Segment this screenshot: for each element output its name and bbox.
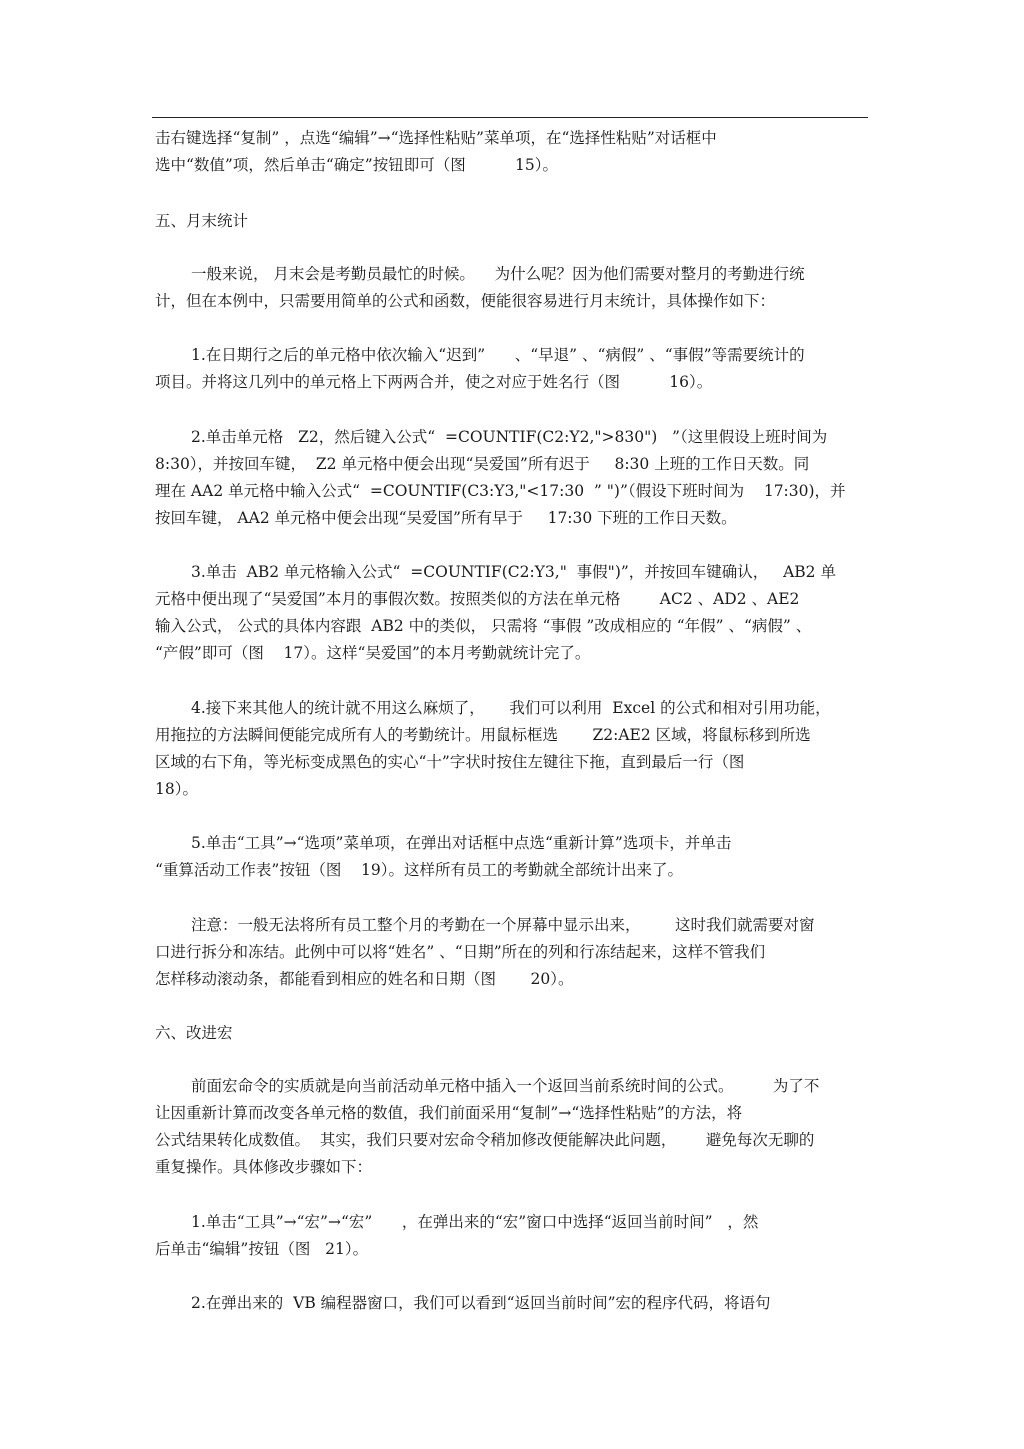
text-line: 18）。	[155, 780, 198, 798]
text-line: 口进行拆分和冻结。此例中可以将“姓名” 、“日期”所在的列和行冻结起来，这样不管我们	[155, 943, 766, 961]
text-line: 8:30），并按回车键， Z2 单元格中便会出现“吴爱国”所有迟于 8:30 上班的工作日天数。同	[155, 455, 810, 473]
text-line: 六、改进宏	[155, 1024, 233, 1042]
text-line: 元格中便出现了“吴爱国”本月的事假次数。按照类似的方法在单元格 AC2 、AD2 、AE2	[155, 590, 800, 608]
text-line: 理在 AA2 单元格中输入公式“ =COUNTIF(C3:Y3,"<17:30 ” ")”（假设下班时间为 17:30)，并	[155, 482, 846, 500]
text-line: 2.在弹出来的 VB 编程器窗口，我们可以看到“返回当前时间”宏的程序代码，将语句	[191, 1294, 771, 1312]
text-line: 让因重新计算而改变各单元格的数值，我们前面采用“复制”→“选择性粘贴”的方法，将	[155, 1104, 743, 1122]
text-line: 项目。并将这几列中的单元格上下两两合并，使之对应于姓名行（图 16）。	[155, 373, 713, 391]
text-line: 1.单击“工具”→“宏”→“宏” ，在弹出来的“宏”窗口中选择“返回当前时间” ，然	[191, 1213, 759, 1231]
text-line: 5.单击“工具”→“选项”菜单项，在弹出对话框中点选“重新计算”选项卡，并单击	[191, 834, 732, 852]
header-rule	[152, 117, 868, 118]
text-line: 怎样移动滚动条，都能看到相应的姓名和日期（图 20）。	[155, 970, 574, 988]
text-line: 按回车键， AA2 单元格中便会出现“吴爱国”所有早于 17:30 下班的工作日天数。	[155, 509, 737, 527]
text-line: “产假”即可（图 17）。这样“吴爱国”的本月考勤就统计完了。	[155, 644, 591, 662]
text-line: 一般来说， 月末会是考勤员最忙的时候。 为什么呢？因为他们需要对整月的考勤进行统	[191, 265, 805, 283]
text-line: 计，但在本例中，只需要用简单的公式和函数，便能很容易进行月末统计，具体操作如下：	[155, 292, 776, 310]
text-line: 4.接下来其他人的统计就不用这么麻烦了， 我们可以利用 Excel 的公式和相对引用功能，	[191, 699, 831, 717]
text-line: “重算活动工作表”按钮（图 19）。这样所有员工的考勤就全部统计出来了。	[155, 861, 684, 879]
text-line: 区域的右下角，等光标变成黑色的实心“十”字状时按住左键往下拖，直到最后一行（图	[155, 753, 745, 771]
text-line: 2.单击单元格 Z2，然后键入公式“ =COUNTIF(C2:Y2,">830") ”（这里假设上班时间为	[191, 428, 828, 446]
text-line: 3.单击 AB2 单元格输入公式“ =COUNTIF(C2:Y3," 事假")”，并按回车键确认， AB2 单	[191, 563, 836, 581]
text-line: 五、月末统计	[155, 212, 249, 230]
text-line: 公式结果转化成数值。 其实，我们只要对宏命令稍加修改便能解决此问题， 避免每次无聊的	[155, 1131, 815, 1149]
text-line: 输入公式， 公式的具体内容跟 AB2 中的类似， 只需将 “事假 ”改成相应的 “年假” 、“病假” 、	[155, 617, 812, 635]
text-line: 选中“数值”项，然后单击“确定”按钮即可（图 15）。	[155, 156, 558, 174]
text-line: 击右键选择“复制” ，点选“编辑”→“选择性粘贴”菜单项，在“选择性粘贴”对话框中	[155, 129, 717, 147]
text-line: 用拖拉的方法瞬间便能完成所有人的考勤统计。用鼠标框选 Z2:AE2 区域，将鼠标移到所选	[155, 726, 811, 744]
text-line: 重复操作。具体修改步骤如下：	[155, 1158, 373, 1176]
text-line: 注意：一般无法将所有员工整个月的考勤在一个屏幕中显示出来， 这时我们就需要对窗	[191, 916, 815, 934]
text-line: 前面宏命令的实质就是向当前活动单元格中插入一个返回当前系统时间的公式。 为了不	[191, 1077, 820, 1095]
text-line: 1.在日期行之后的单元格中依次输入“迟到” 、“早退” 、“病假” 、“事假”等需要统计的	[191, 346, 805, 364]
text-line: 后单击“编辑”按钮（图 21）。	[155, 1240, 369, 1258]
